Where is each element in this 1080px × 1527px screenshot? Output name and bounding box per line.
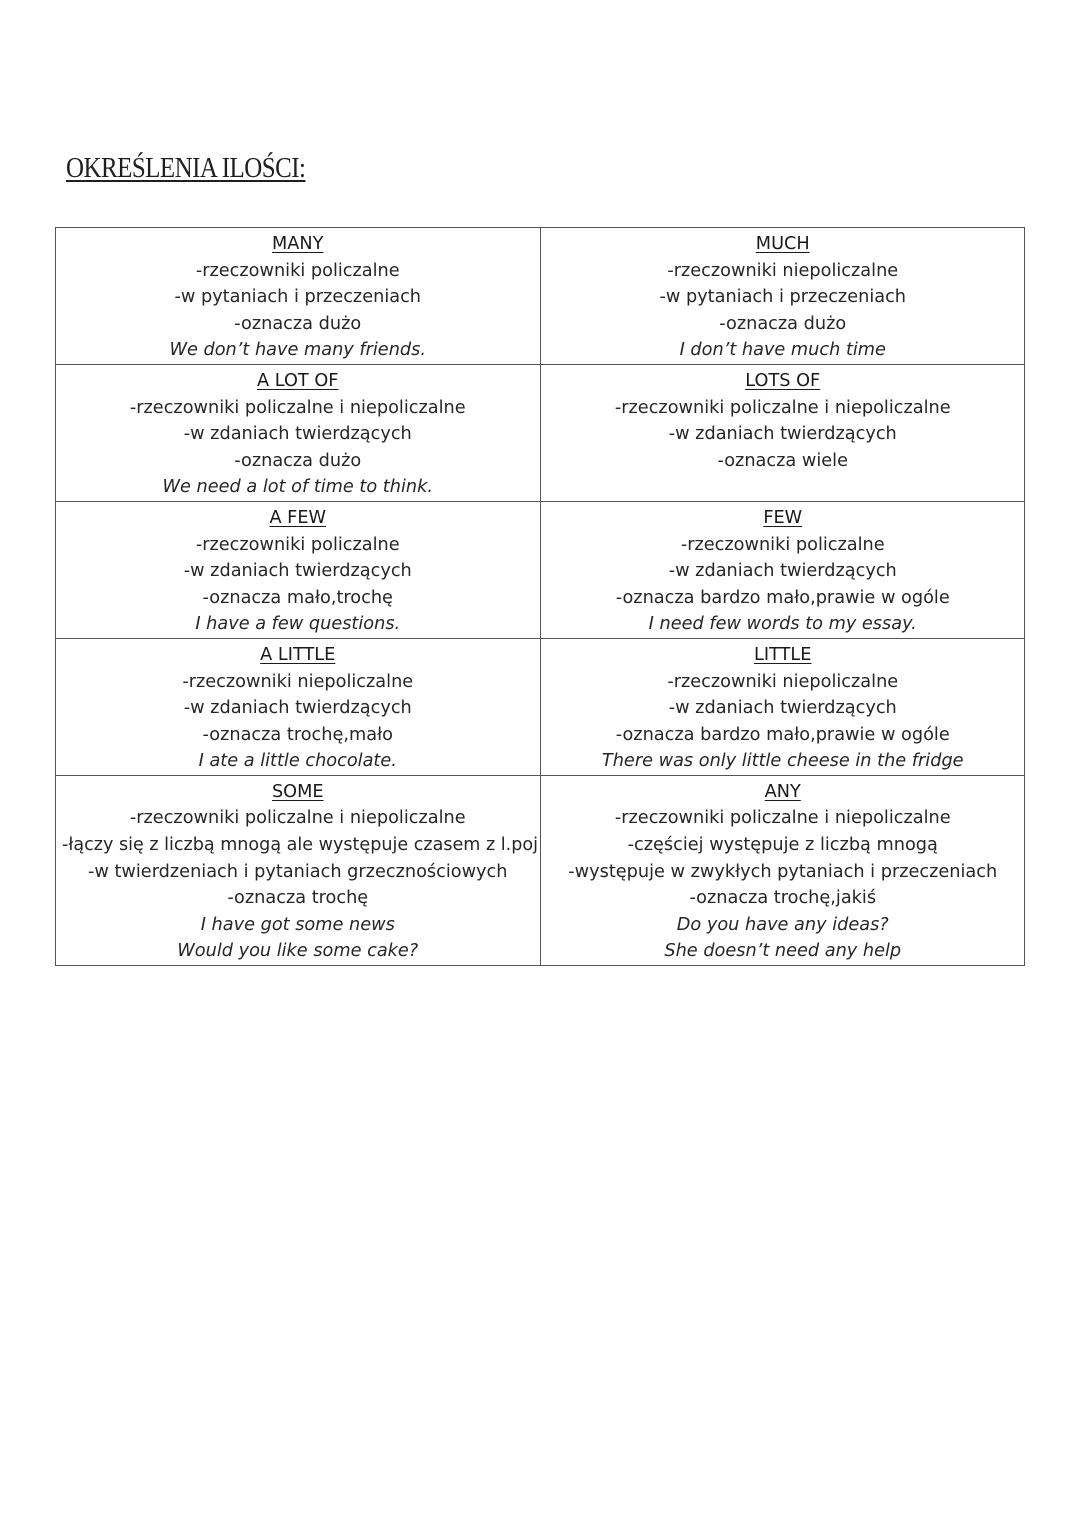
quantifier-cell xyxy=(56,228,541,365)
quantifier-cell-content xyxy=(541,502,1025,638)
quantifier-cell-content xyxy=(541,639,1025,775)
usage-note: -oznacza dużo xyxy=(718,312,846,334)
quantifier-heading: MANY xyxy=(272,233,324,254)
example-sentence: I don’t have much time xyxy=(679,339,886,361)
table-row xyxy=(56,775,1025,965)
quantifier-heading: FEW xyxy=(762,506,802,528)
quantifier-cell xyxy=(540,364,1025,501)
quantifier-cell-content xyxy=(56,639,540,775)
usage-note: -występuje w zwykłych pytaniach i przeczeniach xyxy=(567,860,997,882)
example-sentence: She doesn’t need any help xyxy=(663,940,901,962)
usage-note: -w zdaniach twierdzących xyxy=(668,423,897,445)
usage-note: -rzeczowniki niepoliczalne xyxy=(666,670,898,692)
quantifier-cell xyxy=(540,228,1025,365)
example-sentence: We don’t have many friends. xyxy=(169,339,426,361)
example-sentence: I have a few questions. xyxy=(195,613,401,635)
quantifier-cell-content xyxy=(56,776,540,965)
usage-note: -oznacza trochę xyxy=(227,887,369,909)
usage-note: -oznacza trochę,jakiś xyxy=(688,887,876,909)
usage-note: -w zdaniach twierdzących xyxy=(183,423,412,445)
quantifier-cell-content xyxy=(56,365,540,501)
page-title: OKREŚLENIA ILOŚCI: xyxy=(66,152,306,184)
quantifier-cell xyxy=(56,775,541,965)
usage-note: -oznacza trochę,mało xyxy=(202,723,393,745)
quantifier-cell-content xyxy=(541,365,1025,474)
quantifier-cell-content xyxy=(56,502,540,638)
example-sentence: Do you have any ideas? xyxy=(676,913,889,935)
quantifier-cell xyxy=(56,501,541,638)
usage-note: -oznacza wiele xyxy=(717,449,848,471)
quantifier-heading: SOME xyxy=(271,780,324,802)
table-row xyxy=(56,228,1025,365)
example-sentence: Would you like some cake? xyxy=(177,940,419,962)
usage-note: -rzeczowniki niepoliczalne xyxy=(182,670,414,692)
usage-note: -rzeczowniki niepoliczalne xyxy=(666,259,898,281)
quantifier-heading: A LOT OF xyxy=(257,369,339,391)
example-sentence: I have got some news xyxy=(200,913,395,935)
usage-note: -rzeczowniki policzalne xyxy=(195,533,400,555)
quantifier-heading: A LITTLE xyxy=(260,643,336,665)
usage-note: -łączy się z liczbą mnogą ale występuje czasem z l.poj xyxy=(62,834,538,856)
usage-note: -w twierdzeniach i pytaniach grzecznościowych xyxy=(88,860,508,882)
example-sentence: I need few words to my essay. xyxy=(648,613,917,635)
usage-note: -oznacza dużo xyxy=(234,449,362,471)
usage-note: -oznacza bardzo mało,prawie w ogóle xyxy=(615,723,950,745)
usage-note: -rzeczowniki policzalne xyxy=(195,259,400,281)
usage-note: -oznacza bardzo mało,prawie w ogóle xyxy=(615,586,950,608)
usage-note: -rzeczowniki policzalne i niepoliczalne xyxy=(129,396,466,418)
quantifier-heading: A FEW xyxy=(269,506,327,528)
usage-note: -oznacza dużo xyxy=(234,312,362,334)
quantifier-cell xyxy=(540,775,1025,965)
table-row xyxy=(56,364,1025,501)
example-sentence: I ate a little chocolate. xyxy=(198,750,397,772)
example-sentence: We need a lot of time to think. xyxy=(162,476,433,498)
quantifier-cell xyxy=(56,638,541,775)
quantifier-cell xyxy=(540,638,1025,775)
usage-note: -w zdaniach twierdzących xyxy=(668,560,897,582)
quantifier-heading: LOTS OF xyxy=(744,369,820,391)
usage-note: -w zdaniach twierdzących xyxy=(668,697,897,719)
quantifier-heading: MUCH xyxy=(755,233,810,254)
quantifier-cell xyxy=(540,501,1025,638)
usage-note: -częściej występuje z liczbą mnogą xyxy=(627,834,938,856)
usage-note: -rzeczowniki policzalne i niepoliczalne xyxy=(614,807,951,829)
quantifier-heading: LITTLE xyxy=(753,643,811,665)
quantifier-cell-content xyxy=(541,776,1025,965)
quantifiers-table-body xyxy=(56,228,1025,966)
table-row xyxy=(56,638,1025,775)
table-row xyxy=(56,501,1025,638)
usage-note: -w pytaniach i przeczeniach xyxy=(174,286,422,308)
quantifiers-table xyxy=(55,227,1025,966)
quantifier-cell-content xyxy=(56,228,540,364)
usage-note: -rzeczowniki policzalne i niepoliczalne xyxy=(129,807,466,829)
quantifier-cell-content xyxy=(541,228,1025,364)
usage-note: -rzeczowniki policzalne i niepoliczalne xyxy=(614,396,951,418)
example-sentence: There was only little cheese in the fridge xyxy=(601,750,964,772)
quantifier-cell xyxy=(56,364,541,501)
usage-note: -w pytaniach i przeczeniach xyxy=(658,286,906,308)
usage-note: -rzeczowniki policzalne xyxy=(680,533,885,555)
usage-note: -oznacza mało,trochę xyxy=(202,586,393,608)
usage-note: -w zdaniach twierdzących xyxy=(183,697,412,719)
usage-note: -w zdaniach twierdzących xyxy=(183,560,412,582)
quantifier-heading: ANY xyxy=(764,780,801,802)
